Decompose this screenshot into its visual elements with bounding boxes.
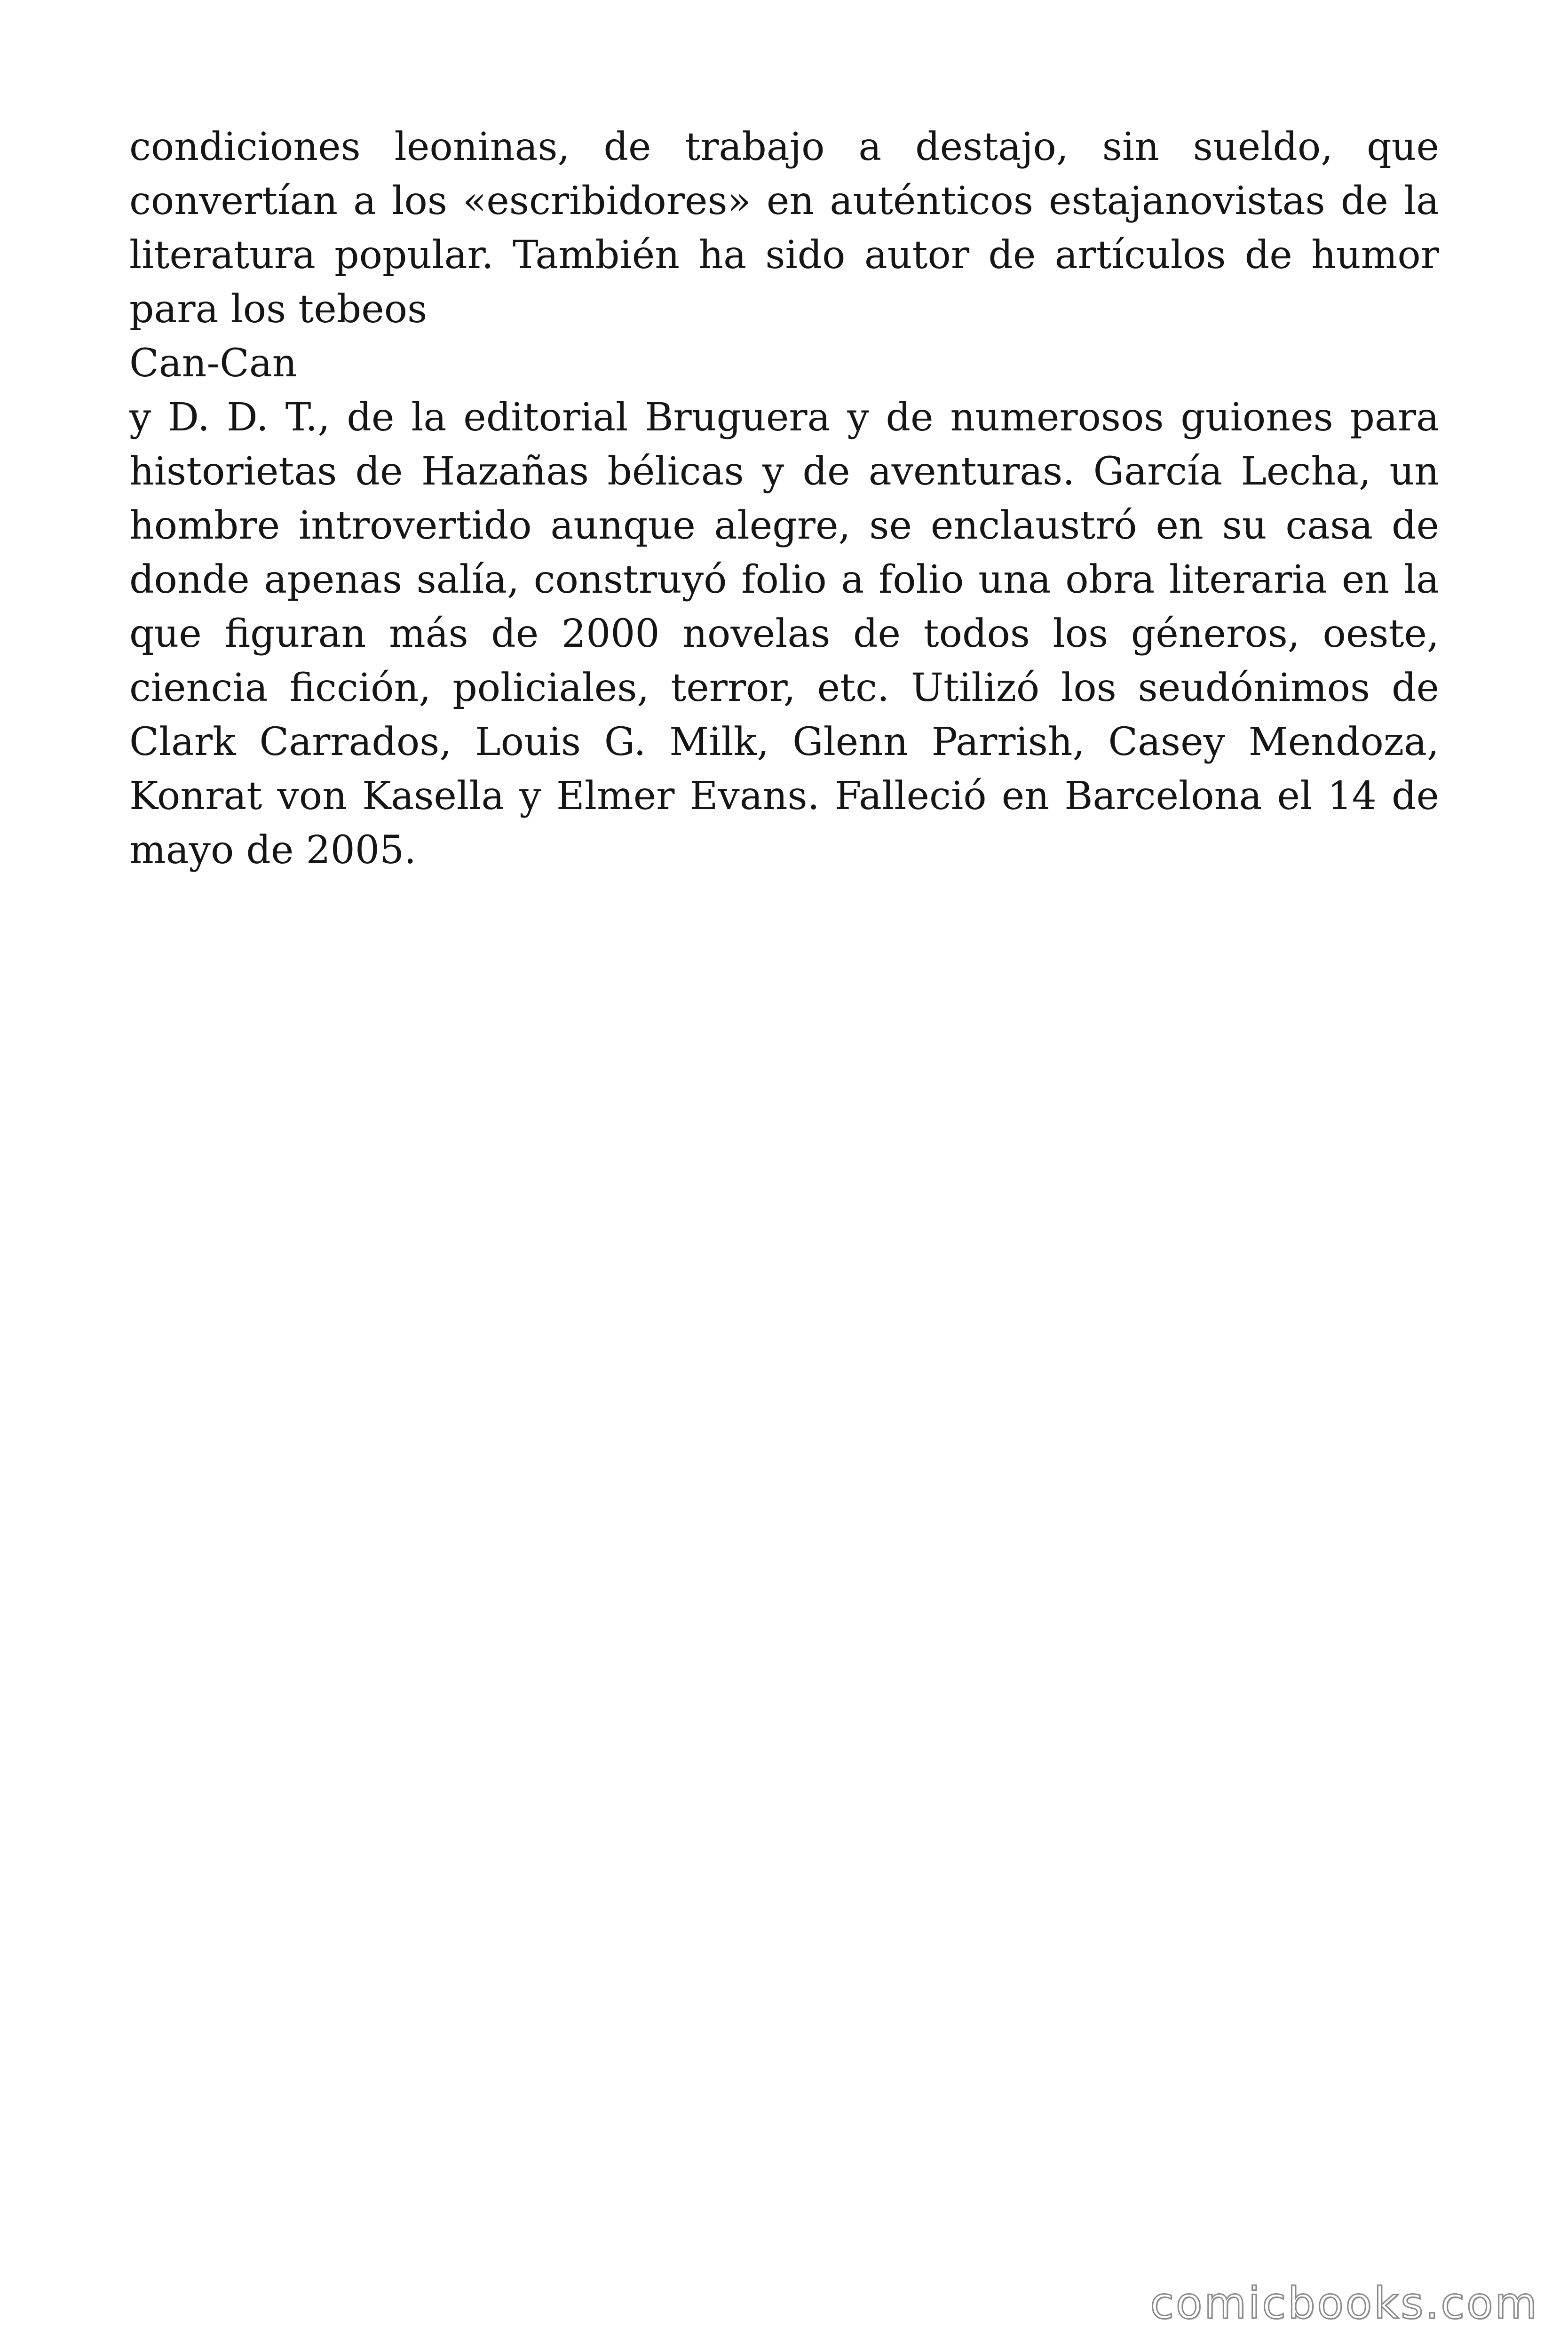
paragraph-tebeo-title: Can-Can bbox=[129, 341, 297, 386]
paragraph-biography-part-2: y D. D. T., de la editorial Bruguera y de numerosos guiones para historietas de Hazañas bélicas y de aventuras. García Lecha, un hombre introvertido aunque alegre, se enclaustró en su casa de donde apenas salía, construyó folio a folio una obra literaria en la que figuran más de 2000 novelas de todos los géneros, oeste, ciencia ficción, policiales, terror, etc. Utilizó los seudónimos de Clark Carrados, Louis G. Milk, Glenn Parrish, Casey Mendoza, Konrat von Kasella y Elmer Evans. Falleció en Barcelona el 14 de mayo de 2005. bbox=[129, 395, 1439, 873]
watermark-logo: comicbooks.com bbox=[1150, 2278, 1539, 2328]
body-text bbox=[129, 120, 1439, 877]
paragraph-biography-part-1: condiciones leoninas, de trabajo a destajo, sin sueldo, que convertían a los «escribidores» en auténticos estajanovistas de la literatura popular. También ha sido autor de artículos de humor para los tebeos bbox=[129, 125, 1439, 332]
